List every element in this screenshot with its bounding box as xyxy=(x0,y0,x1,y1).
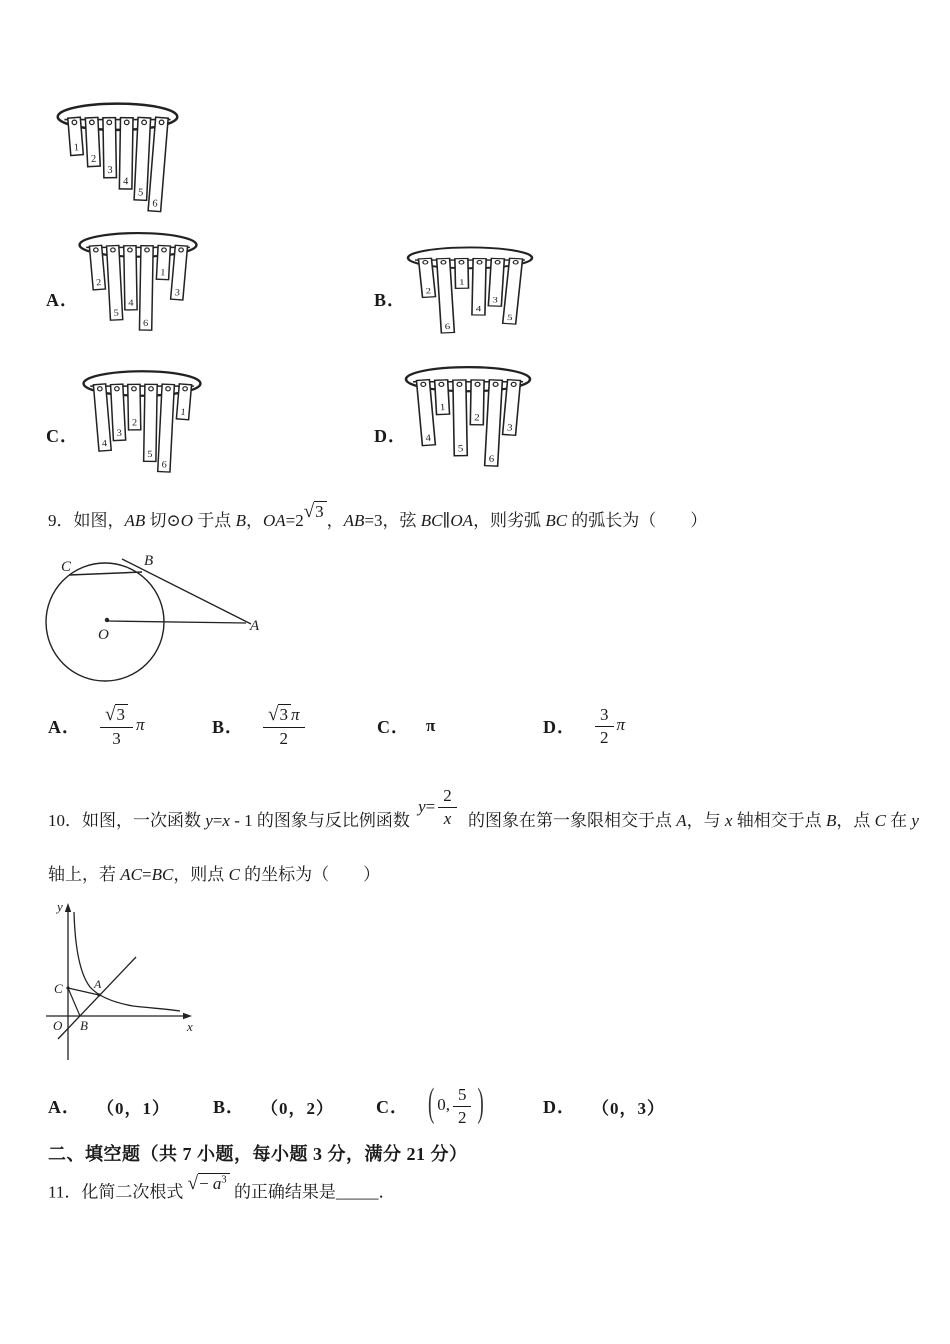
svg-text:x: x xyxy=(187,1019,193,1034)
q9-option-c xyxy=(377,695,435,757)
q8-option-d-figure xyxy=(398,362,538,472)
svg-text:2: 2 xyxy=(474,413,480,424)
q10-option-d-value: （0，3） xyxy=(592,1098,665,1118)
q10-option-c xyxy=(376,1080,487,1132)
svg-text:1: 1 xyxy=(439,402,446,413)
section2-heading: 二、填空题（共 7 小题，每小题 3 分，满分 21 分） xyxy=(48,1144,468,1164)
svg-text:3: 3 xyxy=(506,423,513,434)
q10-option-d-label: D． xyxy=(543,1097,576,1117)
svg-text:1: 1 xyxy=(73,142,80,154)
svg-text:2: 2 xyxy=(131,417,138,429)
q10-function-graph xyxy=(38,898,198,1066)
q8-option-a-figure xyxy=(72,228,204,336)
q9-stem: 9．如图，AB 切⊙O 于点 B，OA=2√3 ，AB=3，弦 BC∥OA，则劣弧 BC 的弧长为（ ） xyxy=(48,501,708,530)
svg-text:4: 4 xyxy=(475,304,482,314)
q10-option-c-label: C． xyxy=(376,1097,409,1117)
q10-option-b xyxy=(213,1080,334,1132)
q11-stem: 11．化简二次根式 √− $a^3$ 的正确结果是_____． xyxy=(48,1172,396,1202)
svg-text:6: 6 xyxy=(488,454,495,465)
svg-text:A: A xyxy=(250,618,260,634)
svg-text:O: O xyxy=(53,1018,63,1033)
q9-option-b-value: $\frac{√3 \pi}{2}$ xyxy=(260,704,307,748)
q9-circle-diagram xyxy=(25,550,275,695)
svg-text:C: C xyxy=(61,559,72,575)
q8-option-c-figure xyxy=(76,366,208,478)
svg-text:6: 6 xyxy=(151,198,159,210)
svg-text:O: O xyxy=(98,627,109,643)
q9-option-d-value: $\frac{3}{2}$ π xyxy=(592,705,625,747)
windchime-reference-figure xyxy=(50,98,185,218)
q9-option-a xyxy=(48,695,144,757)
q8-option-c-label: C． xyxy=(46,426,79,446)
q9-option-b xyxy=(212,695,308,757)
q9-option-d xyxy=(543,695,625,757)
svg-text:y: y xyxy=(57,899,63,914)
q10-stem-line2: 轴上，若 AC=BC，则点 C 的坐标为（ ） xyxy=(48,865,381,884)
q9-option-b-label: B． xyxy=(212,717,245,737)
q10-option-b-label: B． xyxy=(213,1097,246,1117)
svg-text:4: 4 xyxy=(425,433,432,444)
svg-text:6: 6 xyxy=(161,459,168,471)
svg-text:5: 5 xyxy=(457,443,464,455)
svg-text:5: 5 xyxy=(506,313,514,323)
q10-stem-line1: 10．如图，一次函数 y=x - 1 的图象与反比例函数 y = $\frac{2}{x}$ 的图象在第一象限相交于点 A，与 x 轴相交于点 B，点 C 在 y xyxy=(48,786,919,831)
q8-option-b-figure xyxy=(400,243,540,338)
svg-text:2: 2 xyxy=(95,277,102,289)
svg-text:3: 3 xyxy=(174,287,181,299)
q8-option-b-label: B． xyxy=(374,290,407,310)
q10-option-a-label: A． xyxy=(48,1097,81,1117)
svg-text:3: 3 xyxy=(116,428,123,439)
svg-text:3: 3 xyxy=(107,165,113,176)
svg-text:B: B xyxy=(80,1018,88,1033)
svg-text:A: A xyxy=(94,977,102,991)
svg-text:4: 4 xyxy=(122,176,129,188)
svg-text:2: 2 xyxy=(425,286,432,297)
q9-option-c-value: π xyxy=(426,716,436,735)
svg-text:1: 1 xyxy=(180,407,187,418)
svg-text:1: 1 xyxy=(159,267,166,279)
q9-option-a-value: $\frac{√3}{3}$ π xyxy=(97,704,144,748)
svg-text:6: 6 xyxy=(143,318,149,329)
svg-text:2: 2 xyxy=(90,153,97,165)
svg-text:5: 5 xyxy=(113,308,120,319)
svg-text:3: 3 xyxy=(492,295,499,305)
q8-option-a-label: A． xyxy=(46,290,79,310)
svg-text:5: 5 xyxy=(137,187,144,199)
svg-text:1: 1 xyxy=(459,277,465,288)
q9-option-d-label: D． xyxy=(543,717,576,737)
q10-option-c-value: ( 0, $\frac{5}{2}$ ) xyxy=(428,1081,484,1127)
svg-text:C: C xyxy=(54,981,63,996)
svg-text:4: 4 xyxy=(128,298,134,309)
svg-text:4: 4 xyxy=(101,438,108,450)
svg-text:B: B xyxy=(144,553,154,569)
q10-option-a-value: （0，1） xyxy=(97,1098,170,1118)
svg-text:6: 6 xyxy=(444,322,451,332)
q9-option-c-label: C． xyxy=(377,717,410,737)
q10-option-d xyxy=(543,1080,665,1132)
q9-option-a-label: A． xyxy=(48,717,81,737)
q10-option-b-value: （0，2） xyxy=(261,1098,335,1118)
q8-option-d-label: D． xyxy=(374,426,407,446)
svg-text:5: 5 xyxy=(147,449,153,460)
q10-option-a xyxy=(48,1080,170,1132)
